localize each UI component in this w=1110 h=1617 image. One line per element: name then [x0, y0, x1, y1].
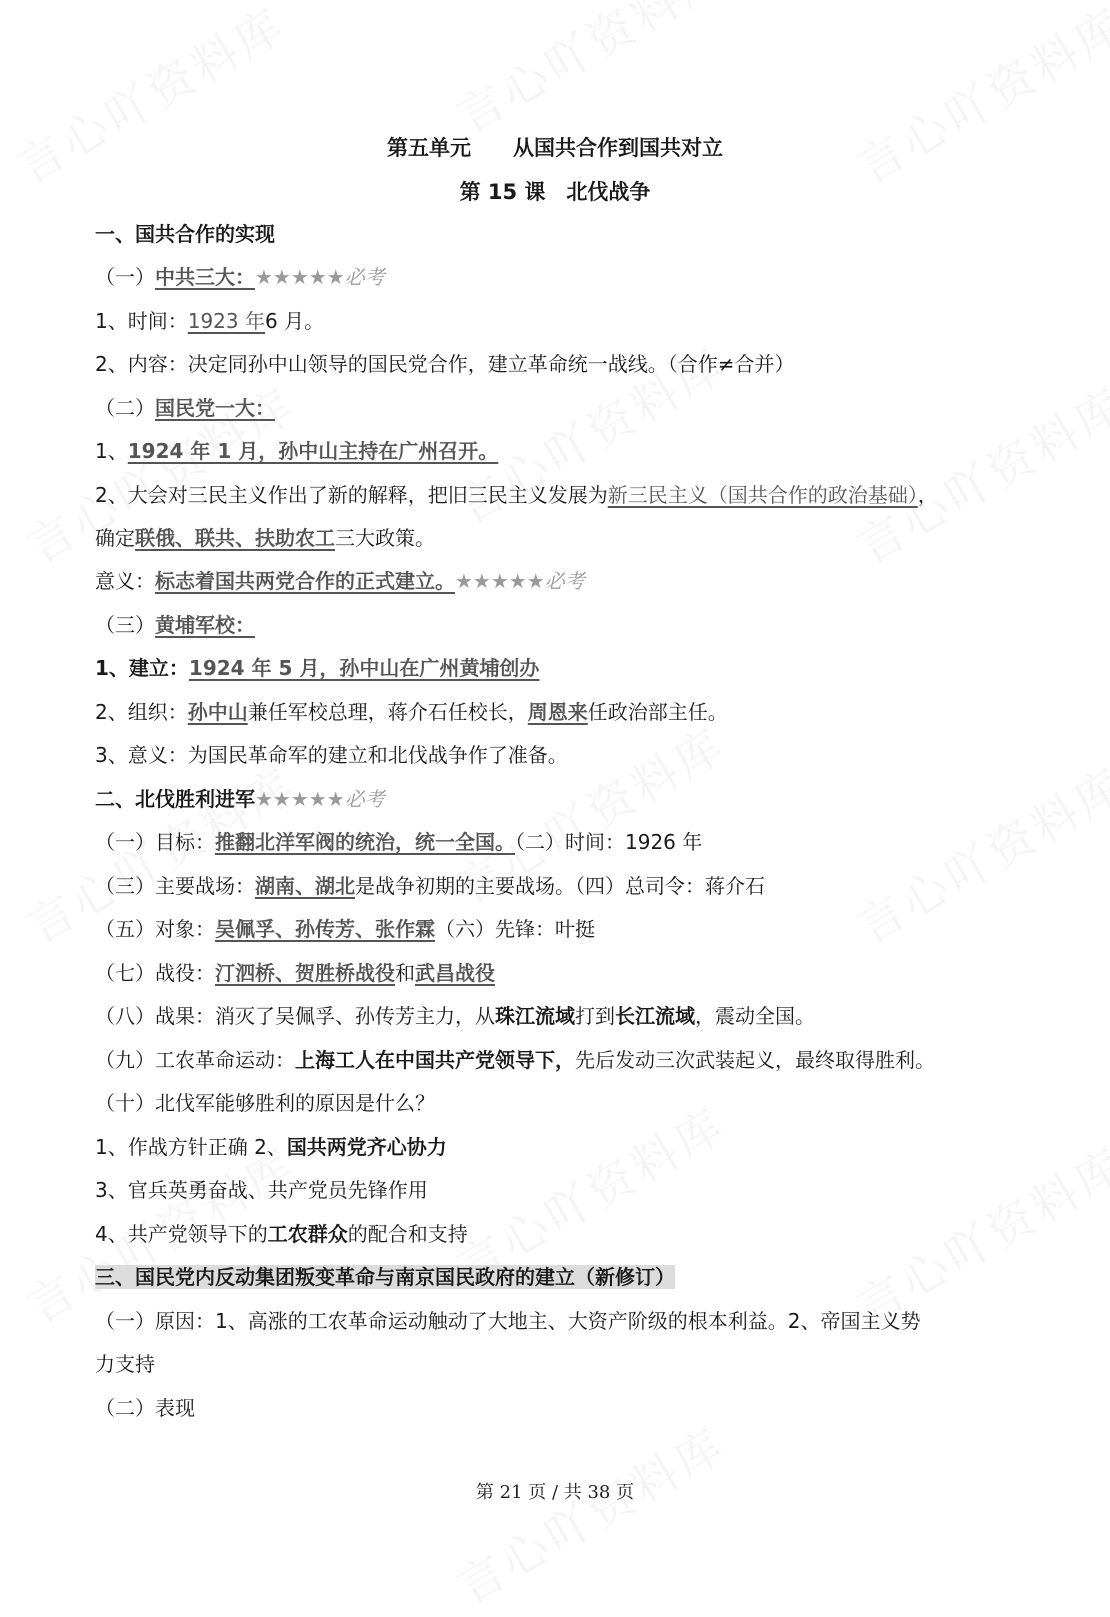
item-text: 先后发动三次武装起义，最终取得胜利。	[575, 1048, 935, 1072]
list-item	[95, 959, 495, 987]
list-item	[95, 828, 702, 856]
list-item	[95, 481, 938, 509]
watermark	[444, 0, 737, 147]
lesson-title: 第 15 课 北伐战争	[459, 180, 651, 204]
subheading	[95, 394, 275, 422]
list-item: （二）表现	[95, 1396, 195, 1420]
item-label: （九）工农革命运动：	[95, 1048, 295, 1072]
underlined-text: 湖南、湖北	[255, 874, 355, 898]
list-item: 3、官兵英勇奋战、共产党员先锋作用	[95, 1178, 428, 1202]
watermark	[844, 369, 1110, 576]
star-rating: ★★★★★	[255, 265, 345, 289]
item-text: 是战争初期的主要战场。（四）总司令：蒋介石	[355, 874, 765, 898]
sub-title: 国民党一大：	[155, 396, 275, 420]
item-text: 2、大会对三民主义作出了新的解释，把旧三民主义发展为	[95, 483, 608, 507]
item-label: 1、	[95, 439, 128, 463]
list-item	[95, 1002, 815, 1030]
item-text: 6 月。	[265, 309, 325, 333]
list-item	[95, 872, 765, 900]
list-item	[95, 437, 498, 465]
list-item: （十）北伐军能够胜利的原因是什么？	[95, 1091, 435, 1115]
item-label: （七）战役：	[95, 961, 215, 985]
list-item	[95, 915, 595, 943]
item-text: （八）战果：消灭了吴佩孚、孙传芳主力，从	[95, 1004, 495, 1028]
must-test-label: 必考	[344, 265, 385, 289]
item-text: 的配合和支持	[347, 1222, 468, 1246]
underlined-text: 1924 年 5 月，孙中山在广州黄埔创办	[188, 656, 540, 680]
sub-prefix: （二）	[95, 396, 155, 420]
bold-text: 国共两党齐心协力	[286, 1135, 447, 1159]
star-rating: ★★★★★	[455, 569, 545, 593]
item-text: 三大政策。	[335, 526, 435, 550]
item-label: 1、建立：	[95, 656, 189, 680]
watermark	[844, 0, 1110, 197]
bold-text: 珠江流域	[495, 1004, 575, 1028]
list-item	[95, 654, 539, 682]
item-label: （三）主要战场：	[95, 874, 255, 898]
unit-title: 第五单元 从国共合作到国共对立	[387, 136, 723, 160]
sub-title: 中共三大：	[155, 265, 255, 289]
list-item: 2、内容：决定同孙中山领导的国民党合作，建立革命统一战线。（合作≠合并）	[95, 352, 795, 376]
subheading	[95, 263, 385, 291]
watermark	[4, 0, 297, 197]
watermark	[844, 749, 1110, 956]
must-test-label: 必考	[544, 569, 585, 593]
item-text: 打到	[575, 1004, 615, 1028]
underlined-text: 周恩来	[527, 700, 588, 724]
underlined-text: 推翻北洋军阀的统治，统一全国。	[215, 830, 515, 854]
underlined-text: 1924 年 1 月，孙中山主持在广州召开。	[127, 439, 499, 463]
item-label: （一）目标：	[95, 830, 215, 854]
item-text: 和	[395, 961, 415, 985]
item-text: 兼任军校总理，蒋介石任校长，	[247, 700, 528, 724]
underlined-text: 吴佩孚、孙传芳、张作霖	[215, 917, 435, 941]
item-text: ，震动全国。	[695, 1004, 815, 1028]
item-label: 意义：	[95, 569, 155, 593]
list-item: 3、意义：为国民革命军的建立和北伐战争作了准备。	[95, 743, 568, 767]
sub-prefix: （三）	[95, 613, 155, 637]
item-text: ，	[917, 483, 938, 507]
list-item	[95, 1133, 447, 1161]
item-text: 确定	[95, 526, 135, 550]
section-heading-3	[95, 1263, 675, 1291]
item-text: 1、作战方针正确 2、	[95, 1135, 287, 1159]
list-item	[95, 698, 728, 726]
list-item: （一）原因：1、高涨的工农革命运动触动了大地主、大资产阶级的根本利益。2、帝国主义势	[95, 1309, 921, 1333]
underlined-text: 1923 年	[187, 309, 265, 333]
list-item	[95, 524, 435, 552]
item-text: （六）先锋：叶挺	[435, 917, 595, 941]
must-test-label: 必考	[344, 787, 385, 811]
underlined-text: 新三民主义（国共合作的政治基础）	[607, 483, 918, 507]
item-text: 4、共产党领导下的	[95, 1222, 268, 1246]
watermark	[444, 1409, 737, 1616]
list-item	[95, 307, 324, 335]
item-text: 任政治部主任。	[587, 700, 728, 724]
highlighted-title: 三、国民党内反动集团叛变革命与南京国民政府的建立（新修订）	[95, 1265, 675, 1289]
section-heading-2	[95, 785, 385, 813]
bold-text: 上海工人在中国共产党领导下，	[295, 1048, 575, 1072]
list-item: 力支持	[95, 1352, 155, 1376]
underlined-text: 标志着国共两党合作的正式建立。	[155, 569, 455, 593]
item-text: （二）时间：1926 年	[515, 830, 703, 854]
item-label: 2、组织：	[95, 700, 188, 724]
page-number: 第 21 页 / 共 38 页	[475, 1482, 635, 1503]
sub-prefix: （一）	[95, 265, 155, 289]
item-label: （五）对象：	[95, 917, 215, 941]
underlined-text: 联俄、联共、扶助农工	[135, 526, 335, 550]
star-rating: ★★★★★	[255, 787, 345, 811]
underlined-text: 孙中山	[187, 700, 248, 724]
item-label: 1、时间：	[95, 309, 188, 333]
watermark	[844, 1129, 1110, 1336]
list-item	[95, 567, 585, 595]
underlined-text: 汀泗桥、贺胜桥战役	[215, 961, 395, 985]
underlined-text: 武昌战役	[415, 961, 495, 985]
bold-text: 长江流域	[615, 1004, 695, 1028]
subheading	[95, 611, 255, 639]
bold-text: 工农群众	[267, 1222, 348, 1246]
section-title: 二、北伐胜利进军	[95, 787, 255, 811]
section-heading-1: 一、国共合作的实现	[95, 222, 275, 246]
list-item	[95, 1220, 468, 1248]
sub-title: 黄埔军校：	[155, 613, 255, 637]
list-item	[95, 1046, 935, 1074]
